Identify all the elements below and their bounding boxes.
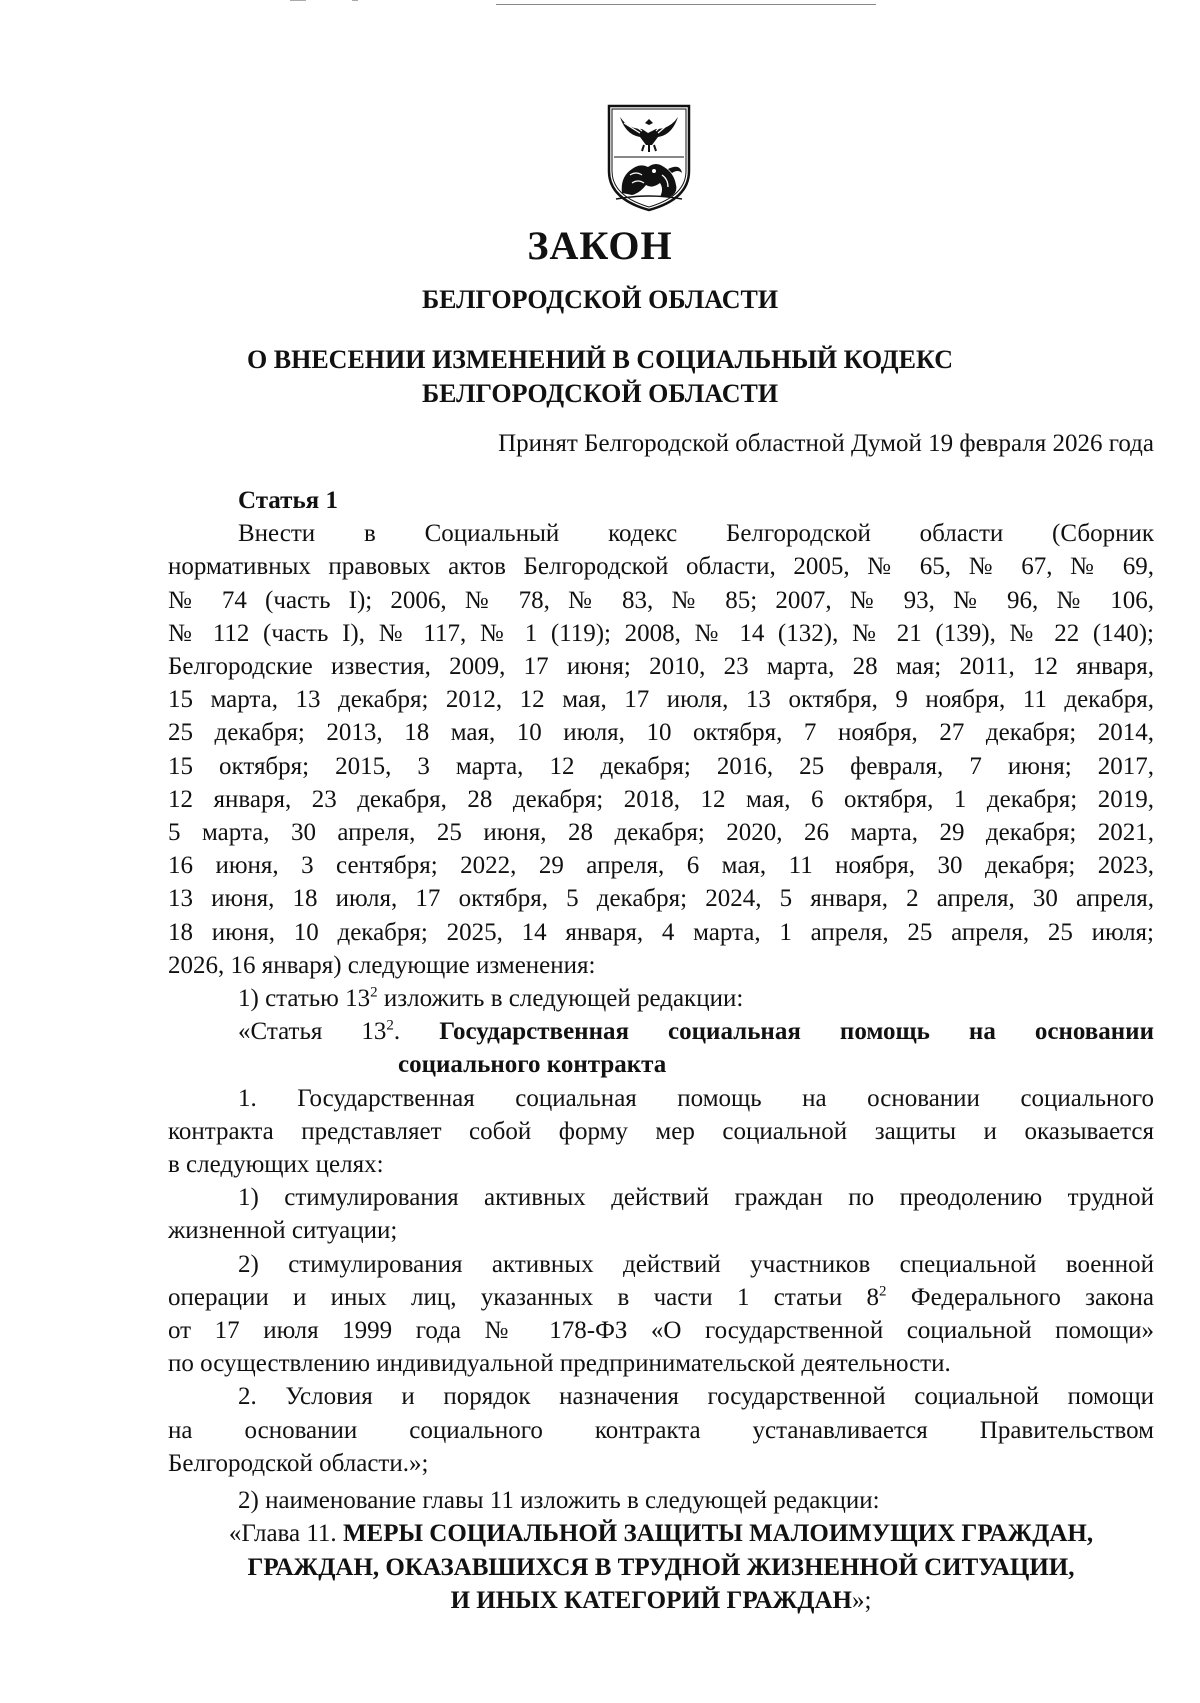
- text-fragment: МЕРЫ СОЦИАЛЬНОЙ ЗАЩИТЫ МАЛОИМУЩИХ ГРАЖДАН,: [342, 1520, 1094, 1548]
- text-fragment: изложить в следующей редакции:: [377, 985, 744, 1013]
- text-fragment: «Статья 13: [238, 1018, 387, 1046]
- paragraph-2: [168, 1380, 1154, 1480]
- text-line: 2026, 16 января) следующие изменения:: [168, 951, 596, 979]
- belgorod-coat-of-arms-icon: [606, 103, 692, 213]
- text-fragment: .: [393, 1018, 440, 1046]
- region-title: БЕЛГОРОДСКОЙ ОБЛАСТИ: [421, 285, 779, 314]
- text-fragment: 1) статью 13: [238, 985, 371, 1013]
- text-line: контракта представляет собой форму мер социальной защиты и оказывается: [168, 1117, 1154, 1145]
- paragraph-1: [168, 1082, 1154, 1182]
- text-fragment: И ИНЫХ КАТЕГОРИЙ ГРАЖДАН: [450, 1586, 852, 1614]
- text-line: ГРАЖДАН, ОКАЗАВШИХСЯ В ТРУДНОЙ ЖИЗНЕННОЙ СИТУАЦИИ,: [247, 1553, 1075, 1581]
- article-heading: Статья 1: [238, 487, 338, 514]
- text-line: 5 марта, 30 апреля, 25 июня, 28 декабря; 2020, 26 марта, 29 декабря; 2021,: [168, 819, 1154, 847]
- text-line: в следующих целях:: [168, 1151, 384, 1179]
- law-subject: [0, 343, 1200, 411]
- text-line: 25 декабря; 2013, 18 мая, 10 июля, 10 октября, 7 ноября, 27 декабря; 2014,: [168, 719, 1154, 747]
- article1-paragraph: [168, 517, 1154, 982]
- item-2: 2) наименование главы 11 изложить в следующей редакции:: [238, 1487, 880, 1515]
- text-line: 2. Условия и порядок назначения государственной социальной помощи: [238, 1383, 1154, 1411]
- text-line: 13 июня, 18 июля, 17 октября, 5 декабря; 2024, 5 января, 2 апреля, 30 апреля,: [168, 885, 1154, 913]
- text-line: от 17 июля 1999 года № 178-ФЗ «О государственной социальной помощи»: [168, 1317, 1154, 1345]
- text-line: 1) стимулирования активных действий граждан по преодолению трудной: [238, 1184, 1154, 1212]
- law-subject-line: О ВНЕСЕНИИ ИЗМЕНЕНИЙ В СОЦИАЛЬНЫЙ КОДЕКС: [247, 345, 953, 374]
- text-line: Белгородские известия, 2009, 17 июня; 2010, 23 марта, 28 мая; 2011, 12 января,: [168, 653, 1154, 681]
- article13-title: Государственная социальная помощь на основании: [439, 1018, 1154, 1046]
- text-fragment: «Глава 11.: [228, 1520, 343, 1548]
- text-line: № 112 (часть I), № 117, № 1 (119); 2008, № 14 (132), № 21 (139), № 22 (140);: [168, 619, 1154, 647]
- text-line: [168, 1281, 1154, 1314]
- law-title: ЗАКОН: [527, 223, 673, 268]
- text-line: 15 марта, 13 декабря; 2012, 12 мая, 17 июля, 13 октября, 9 ноября, 11 декабря,: [168, 686, 1154, 714]
- item-1: [168, 982, 1154, 1015]
- text-fragment: »;: [851, 1586, 872, 1614]
- text-line: 2) стимулирования активных действий участников специальной военной: [238, 1250, 1154, 1278]
- article13-title-cont: социального контракта: [398, 1051, 667, 1079]
- text-line: жизненной ситуации;: [168, 1217, 398, 1245]
- law-body: [168, 484, 1154, 1617]
- text-line: на основании социального контракта устанавливается Правительством: [168, 1416, 1154, 1444]
- text-line: 16 июня, 3 сентября; 2022, 29 апреля, 6 мая, 11 ноября, 30 декабря; 2023,: [168, 852, 1154, 880]
- chapter-11-title: [168, 1517, 1154, 1617]
- adoption-note: Принят Белгородской областной Думой 19 февраля 2026 года: [498, 430, 1154, 457]
- text-line: 18 июня, 10 декабря; 2025, 14 января, 4 марта, 1 апреля, 25 апреля, 25 июля;: [168, 918, 1154, 946]
- text-line: [168, 1584, 1154, 1617]
- text-line: Белгородской области.»;: [168, 1449, 429, 1477]
- text-line: № 74 (часть I); 2006, № 78, № 83, № 85; 2007, № 93, № 96, № 106,: [168, 586, 1154, 614]
- text-line: Внести в Социальный кодекс Белгородской области (Сборник: [238, 520, 1154, 548]
- article13-heading: [168, 1015, 1154, 1048]
- scan-artifact: [352, 0, 358, 1]
- law-subject-line: БЕЛГОРОДСКОЙ ОБЛАСТИ: [421, 379, 779, 408]
- text-fragment: операции и иных лиц, указанных в части 1 статьи 8: [168, 1283, 880, 1311]
- text-line: 15 октября; 2015, 3 марта, 12 декабря; 2016, 25 февраля, 7 июня; 2017,: [168, 752, 1154, 780]
- scan-artifact: [496, 4, 876, 5]
- text-line: [168, 1517, 1154, 1550]
- text-line: 1. Государственная социальная помощь на основании социального: [238, 1084, 1154, 1112]
- paragraph-1-2: [168, 1248, 1154, 1381]
- superscript: 2: [386, 1017, 394, 1034]
- text-line: по осуществлению индивидуальной предпринимательской деятельности.: [168, 1350, 951, 1378]
- scan-artifact: [290, 0, 306, 1]
- text-line: нормативных правовых актов Белгородской области, 2005, № 65, № 67, № 69,: [168, 553, 1154, 581]
- text-fragment: Федерального закона: [886, 1283, 1154, 1311]
- text-line: 12 января, 23 декабря, 28 декабря; 2018, 12 мая, 6 октября, 1 декабря; 2019,: [168, 785, 1154, 813]
- superscript: 2: [879, 1283, 887, 1300]
- superscript: 2: [370, 984, 378, 1001]
- paragraph-1-1: [168, 1181, 1154, 1247]
